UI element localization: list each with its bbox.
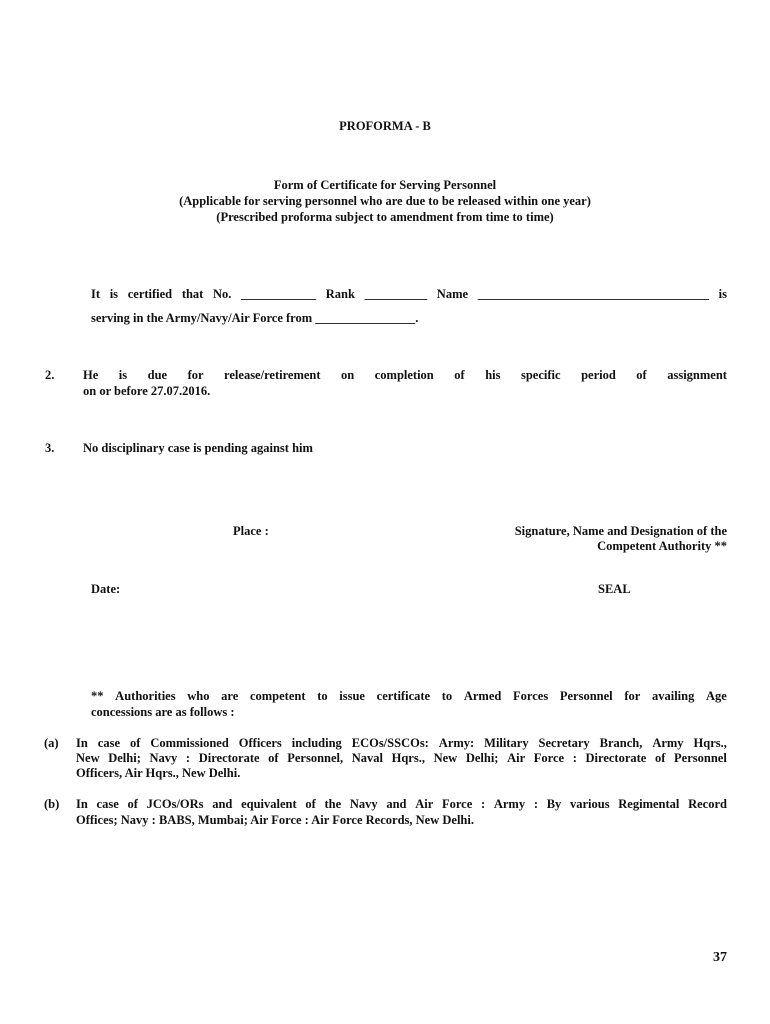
word: No. bbox=[213, 287, 232, 301]
word: In bbox=[76, 736, 88, 750]
word: Delhi; bbox=[465, 751, 499, 765]
word: By bbox=[546, 797, 562, 811]
word: Air bbox=[415, 797, 434, 811]
word: Personnel, bbox=[287, 751, 344, 765]
word: Directorate bbox=[585, 751, 647, 765]
item-3-number: 3. bbox=[45, 441, 55, 455]
word: completion bbox=[374, 368, 434, 382]
word: specific bbox=[520, 368, 561, 382]
word: Record bbox=[688, 797, 727, 811]
proforma-title: PROFORMA - B bbox=[339, 119, 431, 133]
word: : bbox=[185, 751, 191, 765]
word: due bbox=[147, 368, 168, 382]
word: Force bbox=[533, 751, 565, 765]
word: Force bbox=[441, 797, 473, 811]
word: Age bbox=[706, 689, 727, 703]
word: the bbox=[324, 797, 342, 811]
word: : bbox=[572, 751, 577, 765]
word: _____________________________________ bbox=[477, 287, 709, 301]
word: Hqrs., bbox=[693, 736, 727, 750]
word: Authorities bbox=[115, 689, 176, 703]
word: equivalent bbox=[241, 797, 297, 811]
note-b-label: (b) bbox=[44, 797, 60, 811]
word: who bbox=[187, 689, 210, 703]
word: of bbox=[654, 751, 666, 765]
form-title: Form of Certificate for Serving Personnel bbox=[273, 178, 497, 192]
word: of bbox=[127, 797, 138, 811]
notes-intro-line-2: concessions are as follows : bbox=[91, 705, 235, 719]
word: Army: bbox=[438, 736, 475, 750]
word: of bbox=[454, 368, 465, 382]
word: Army bbox=[493, 797, 526, 811]
word: to bbox=[317, 689, 328, 703]
note-b-line-1 bbox=[76, 797, 727, 812]
form-subtitle-applicability: (Applicable for serving personnel who are due to be released within one year) bbox=[179, 194, 591, 208]
word: certificate bbox=[376, 689, 431, 703]
word: Rank bbox=[325, 287, 355, 301]
word: ____________ bbox=[241, 287, 317, 301]
word: It bbox=[91, 287, 101, 301]
word: Forces bbox=[513, 689, 549, 703]
word: Secretary bbox=[538, 736, 590, 750]
word: Navy bbox=[349, 797, 378, 811]
word: Personnel bbox=[559, 689, 613, 703]
word: release/retirement bbox=[224, 368, 321, 382]
notes-intro-line-1 bbox=[91, 689, 727, 704]
item-3-text: No disciplinary case is pending against him bbox=[83, 441, 313, 455]
word: Delhi; bbox=[108, 751, 141, 765]
word: issue bbox=[339, 689, 365, 703]
word: that bbox=[181, 287, 204, 301]
word: period bbox=[581, 368, 616, 382]
word: ** bbox=[91, 689, 104, 703]
word: JCOs/ORs bbox=[146, 797, 204, 811]
place-label: Place : bbox=[233, 524, 269, 538]
word: Army bbox=[652, 736, 684, 750]
word: : bbox=[533, 797, 538, 811]
word: ECOs/SSCOs: bbox=[351, 736, 429, 750]
certificate-line-1 bbox=[91, 287, 727, 302]
page-number: 37 bbox=[713, 950, 727, 965]
note-a-label: (a) bbox=[44, 736, 59, 750]
word: : bbox=[480, 797, 486, 811]
word: Regimental bbox=[618, 797, 680, 811]
competent-authority-label: Competent Authority ** bbox=[597, 539, 727, 553]
word: He bbox=[83, 368, 99, 382]
form-subtitle-amendment: (Prescribed proforma subject to amendment from time to time) bbox=[216, 210, 554, 224]
word: Directorate bbox=[198, 751, 260, 765]
word: various bbox=[569, 797, 610, 811]
word: are bbox=[221, 689, 239, 703]
word: for bbox=[624, 689, 641, 703]
word: availing bbox=[651, 689, 695, 703]
word: for bbox=[187, 368, 204, 382]
word: New bbox=[76, 751, 100, 765]
word: Navy bbox=[149, 751, 178, 765]
word: and bbox=[212, 797, 233, 811]
note-a-line-2 bbox=[76, 751, 727, 766]
word: In bbox=[76, 797, 88, 811]
word: assignment bbox=[667, 368, 727, 382]
word: his bbox=[485, 368, 501, 382]
word: Personnel bbox=[674, 751, 727, 765]
word: of bbox=[305, 797, 316, 811]
word: Name bbox=[436, 287, 469, 301]
note-a-line-1 bbox=[76, 736, 727, 751]
item-2-line-2: on or before 27.07.2016. bbox=[83, 384, 211, 398]
item-2-line-1 bbox=[83, 368, 727, 383]
word: to bbox=[441, 689, 453, 703]
word: competent bbox=[249, 689, 306, 703]
word: Branch, bbox=[599, 736, 643, 750]
word: Hqrs., bbox=[391, 751, 425, 765]
word: on bbox=[341, 368, 355, 382]
word: including bbox=[291, 736, 342, 750]
authority-signature-line: Signature, Name and Designation of the bbox=[514, 524, 727, 538]
word: of bbox=[129, 736, 141, 750]
certificate-line-2: serving in the Army/Navy/Air Force from ________________. bbox=[91, 311, 419, 325]
seal-label: SEAL bbox=[598, 582, 631, 596]
word: of bbox=[268, 751, 279, 765]
date-label: Date: bbox=[91, 582, 121, 596]
word: is bbox=[118, 368, 128, 382]
note-a-line-3: Officers, Air Hqrs., New Delhi. bbox=[76, 766, 241, 780]
word: is bbox=[718, 287, 727, 301]
note-b-line-2: Offices; Navy : BABS, Mumbai; Air Force : Air Force Records, New Delhi. bbox=[76, 813, 474, 827]
word: Military bbox=[484, 736, 529, 750]
word: and bbox=[386, 797, 407, 811]
word: Naval bbox=[351, 751, 383, 765]
word: is bbox=[109, 287, 119, 301]
word: certified bbox=[127, 287, 173, 301]
word: case bbox=[96, 797, 119, 811]
word: Armed bbox=[463, 689, 502, 703]
word: of bbox=[636, 368, 647, 382]
word: Air bbox=[507, 751, 526, 765]
word: Officers bbox=[238, 736, 282, 750]
word: __________ bbox=[364, 287, 428, 301]
word: case bbox=[97, 736, 120, 750]
item-2-number: 2. bbox=[45, 368, 55, 382]
word: Commissioned bbox=[150, 736, 229, 750]
word: New bbox=[433, 751, 458, 765]
